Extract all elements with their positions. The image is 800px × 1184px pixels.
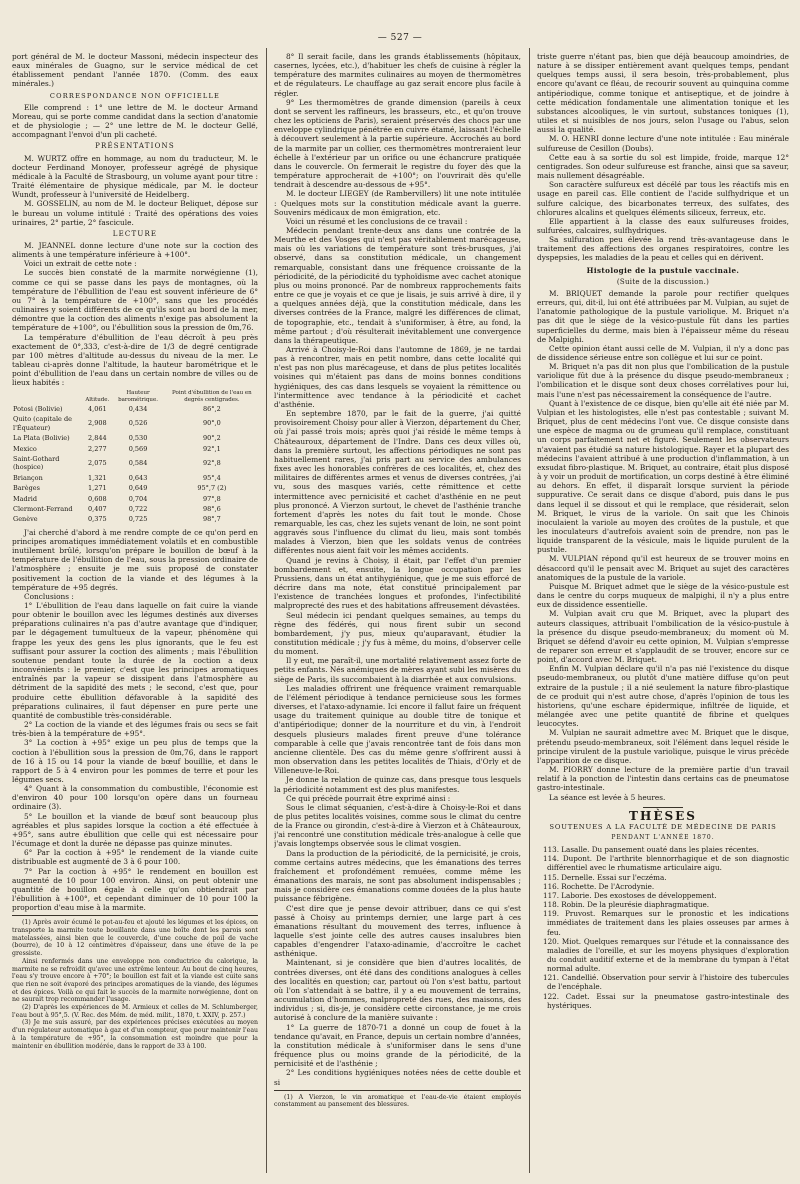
paragraph: Le succès bien constaté de la marmite norwégienne (1), comme ce qui se passe dans les pays de montagnes, où la température de l'ébullition de l'eau est souvent inférieure de 6° ou 7° à la température de +100°, sans que les procédés culinaires y soient différents de ce qu'ils sont au bord de la mer, démontre que la coction des aliments n'exige pas absolument la température de +100°, ou l'ébullition sous la pression de 0m,76. bbox=[12, 268, 258, 333]
barometer-cell: 0,434 bbox=[128, 404, 148, 413]
thesis-item: 119. Pruvost. Remarques sur le pronostic et les indications immédiates de traitement dans les plaies osseuses par armes à feu. bbox=[543, 909, 789, 937]
boiling-point-cell: 95°,7 (2) bbox=[197, 484, 227, 493]
table-row bbox=[12, 504, 258, 514]
paragraph: Voici un résumé et les conclusions de ce travail : bbox=[286, 216, 468, 226]
paragraph: 8° Il serait facile, dans les grands établissements (hôpitaux, casernes, lycées, etc.), d'habituer les chefs de cuisine à régler la température des marmites culinaires au moyen de thermomètres et de régulateurs. Le chauffage au gaz serait encore plus facile à régler. bbox=[274, 52, 521, 98]
place-cell: Briançon bbox=[13, 473, 43, 482]
paragraph: Elle appartient à la classe des eaux sulfureuses froides, sulfurées, calcaires, sulfhydriques. bbox=[537, 216, 789, 235]
paragraph: 6° Par la coction à +95° le rendement de la viande cuite distribuable est augmenté de 3 à 6 pour 100. bbox=[12, 848, 258, 867]
altitude-cell: 2,277 bbox=[88, 444, 107, 453]
paragraph: Son caractère sulfureux est décélé par tous les réactifs mis en usage en pareil cas. Elle contient de l'acide sulfhydrique et un sulfure calcique, des bicarbonates terreux, des sulfates, des chlorures alcalins et quelques éléments siliceux, ferreux, etc. bbox=[537, 180, 789, 217]
barometer-cell: 0,649 bbox=[128, 484, 148, 493]
table-header: Hauteur barométrique. bbox=[118, 390, 158, 403]
place-cell: Potosi (Bolivie) bbox=[13, 404, 63, 413]
place-cell: La Plata (Bolivie) bbox=[13, 434, 70, 443]
footnote-divider bbox=[274, 1090, 521, 1091]
paragraph: Sa sulfuration peu élevée la rend très-avantageuse dans le traitement des affections des organes respiratoires, contre les dyspepsies, les maladies de la peau et celles qui en dérivent. bbox=[537, 235, 789, 263]
theses-year: PENDANT L'ANNÉE 1870. bbox=[611, 833, 715, 841]
paragraph: 2° Les conditions hygiéniques notées nées de cette double et si bbox=[274, 1068, 521, 1087]
footnotes bbox=[12, 919, 258, 1050]
paragraph: Les maladies offrirent une fréquence vraiment remarquable de l'élément périodique à tendance pernicieuse sous les formes diverses, et l'ataxo-adynamie. Ici encore il fallut faire un fréquent usage du traitement quinique au double titre de tonique et d'antipériodique; donner de la nourriture et du vin, à l'endroit desquels plusieurs malades firent preuve d'une tolérance comparable à celle que j'avais rencontrée tant de fois dans mon ancienne clientèle. Des cas du même genre s'offrirent aussi à mon observation dans les petites localités de Thiais, d'Orly et de Villeneuve-le-Roi. bbox=[274, 683, 521, 776]
section-subheading: (Suite de la discussion.) bbox=[616, 277, 710, 286]
column-2-text bbox=[274, 52, 521, 1087]
paragraph: M. JEANNEL donne lecture d'une note sur la coction des aliments à une température inférieure à +100°. bbox=[12, 240, 258, 260]
paragraph: Cette opinion étant aussi celle de M. Vulpian, il n'y a donc pas de dissidence sérieuse entre son collègue et lui sur ce point. bbox=[537, 343, 789, 362]
table-row bbox=[12, 433, 258, 443]
place-cell: Barèges bbox=[13, 484, 40, 493]
thesis-item: 116. Rochette. De l'Acrodynie. bbox=[543, 881, 655, 891]
place-cell: Genève bbox=[13, 515, 38, 524]
altitude-cell: 2,075 bbox=[88, 459, 107, 468]
column-2 bbox=[274, 52, 521, 1170]
thesis-item: 121. Candellié. Observation pour servir à l'histoire des tubercules de l'encéphale. bbox=[543, 973, 789, 992]
column-divider bbox=[529, 48, 530, 1173]
table-row bbox=[12, 473, 258, 483]
paragraph: M. le docteur LIEGEY (de Rambervillers) lit une note intitulée : Quelques mots sur la constitution médicale avant la guerre. Souvenirs médicaux de mon émigration, etc. bbox=[274, 189, 521, 217]
thesis-item: 117. Laborie. Des exostoses de développement. bbox=[543, 890, 717, 900]
thesis-item: 120. Miot. Quelques remarques sur l'étude et la connaissance des maladies de l'oreille, et sur les moyens physiques d'exploration du conduit auditif externe et de la membrane du tympan à l'état normal adulte. bbox=[543, 936, 789, 974]
paragraph: Quant à l'existence de ce disque, bien qu'elle ait été niée par M. Vulpian et les histologistes, elle n'est pas contestable ; suivant M. Briquet, plus de cent médecins l'ont vue. Ce disque consiste dans une espèce de magma ou de grumeau qu'il remplace, constituant un corps parfaitement net et figuré. Seulement les observateurs n'avaient pas étudié sa nature histologique. Rayer et la plupart des médecins l'avaient attribué à une production d'inflammation, à un exsudat fibro-plastique. M. Briquet, au contraire, était plus disposé à y voir un produit de mortification, un corps destiné à être éliminé au dehors. En effet, il disparaît lorsque survient la période suppurative. Ce serait dans ce disque d'abord, puis dans le pus dans lequel il se dissout et qui le remplace, que résiderait, selon M. Briquet, le virus de la variole. On sait que les Chinois inoculaient la variole au moyen des croûtes de la pustule, et que les inoculateurs d'autrefois avaient soin de prendre, non pas le liquide transparent de la vésicule, mais le liquide purulent de la pustule. bbox=[537, 398, 789, 555]
thesis-item: 113. Lasalle. Du pansement ouaté dans les plaies récentes. bbox=[543, 845, 759, 855]
table-header bbox=[12, 389, 84, 403]
barometer-cell: 0,530 bbox=[128, 434, 148, 443]
table-header: Altitude. bbox=[85, 396, 110, 403]
barometer-cell: 0,704 bbox=[128, 494, 148, 503]
place-cell: Clermont-Ferrand bbox=[13, 504, 73, 513]
barometer-cell: 0,643 bbox=[128, 473, 148, 482]
paragraph: Quand je revins à Choisy, il était, par l'effet d'un premier bombardement et, ensuite, la longue occupation par les Prussiens, dans un état antihygiénique, que je me suis efforcé de décrire dans ma note, état constitué principalement par l'existence de tranchées longues et profondes, l'infectibilité malproprecté des rues et des habitations affreusement dévastées. bbox=[274, 555, 521, 611]
barometer-cell: 0,722 bbox=[128, 504, 148, 513]
section-heading: Histologie de la pustule vaccinale. bbox=[586, 265, 740, 275]
column-1 bbox=[12, 52, 258, 1170]
paragraph: 7° Par la coction à +95° le rendement en bouillon est augmenté de 10 pour 100 environ. Ainsi, on peut obtenir une quantité de bouillon égale à celle qu'on obtiendrait par l'ébullition à +100°, et cependant diminuer de 10 pour 100 la proportion d'eau mise à la marmite. bbox=[12, 866, 258, 913]
paragraph: Cette eau à sa sortie du sol est limpide, froide, marque 12° centigrades. Son odeur sulfureuse est franche, ainsi que sa saveur, mais nullement désagréable. bbox=[537, 152, 789, 181]
paragraph: M. PIORRY donne lecture de la première partie d'un travail relatif à la ponction de l'intestin dans certains cas de pneumatose gastro-intestinale. bbox=[537, 765, 789, 793]
altitude-cell: 1,321 bbox=[88, 473, 107, 482]
paragraph: Arrivé à Choisy-le-Roi dans l'automne de 1869, je ne tardai pas à rencontrer, mais en petit nombre, dans cette localité qui n'est pas non plus marécageuse, et dans de plus petites localités voisines qui m'étaient pas dans de moins bonnes conditions hygiéniques, des cas dans lesquels se voyaient la rémittence ou l'intermittence avec tendance à la périodicité et cachet d'asthénie. bbox=[274, 345, 521, 409]
paragraph: 9° Les thermomètres de grande dimension (pareils à ceux dont se servent les raffineurs, les brasseurs, etc., et qu'on trouve chez les opticiens de Paris), seraient préservés des chocs par une enveloppe cylindrique pénétrée en cuivre étamé, laissant l'échelle à découvert seulement à la partie supérieure. Accrochés au bord de la marmite par un collier, ces thermomètres montreraient leur échelle à l'extérieur par un orifice ou une échancrure pratiquée dans le couvercle. On fermerait le registre du foyer dès que la température approcherait de +100°; on l'ouvrirait dès qu'elle tendrait à descendre au-dessous de +95°. bbox=[274, 97, 521, 190]
footnote: (1) A Vierzon, le vin aromatique et l'eau-de-vie étaient employés constamment au pansement des blessures. bbox=[274, 1093, 521, 1109]
paragraph: Je donne la relation de quinze cas, dans presque tous lesquels la périodicité notamment est des plus manifestes. bbox=[274, 775, 521, 794]
boiling-point-cell: 86°,2 bbox=[203, 404, 221, 413]
barometer-cell: 0,725 bbox=[128, 515, 148, 524]
paragraph: Ainsi renfermés dans une enveloppe non conductrice du calorique, la marmite ne se refroidit qu'avec une extrême lenteur. Au bout de cinq heures, l'eau s'y trouve encore à +70°; le bouillon est fait et la viande est cuite sans que rien ne soit évaporé des principes aromatiques de la viande, des légumes et des épices. Voilà ce qui fait le succès de la marmite norwégienne, dont on ne saurait trop recommander l'usage. bbox=[12, 957, 258, 1004]
altitude-cell: 0,407 bbox=[88, 504, 107, 513]
place-cell: Mexico bbox=[13, 444, 37, 453]
theses-list bbox=[537, 845, 789, 1010]
paragraph: triste guerre n'étant pas, bien que déjà beaucoup amoindries, de nature à se dissiper entièrement avant quelques temps, pendant quelques temps aussi, il sera besoin, très-probablement, plus encore qu'avant ce fléau, de recourir souvent au quinquina comme antipériodique, comme tonique et antiseptique, et de joindre à cette médication fondamentale une alimentation tonique et les substances alcooliques, le vin surtout, substances toniques (1), utiles et si nuisibles de nos jours, selon l'usage ou l'abus, selon aussi la qualité. bbox=[537, 52, 789, 135]
paragraph: (3) Je me suis assuré, par des expériences précises exécutées au moyen d'un régulateur automatique à gaz et d'un compteur, que pour maintenir l'eau à la température de +95°, la consommation est moindre que pour la maintenir en ébullition modérée, dans le rapport de 33 à 100. bbox=[12, 1019, 258, 1050]
paragraph: La température d'ébullition de l'eau décroît à peu près exactement de 0°,333, c'est-à-dire de 1/3 de degré centigrade par 100 mètres d'altitude au-dessus du niveau de la mer. Le tableau ci-après donne l'altitude, la hauteur barométrique et le point d'ébullition de l'eau dans un certain nombre de villes ou de lieux habités : bbox=[12, 332, 258, 388]
table-header: Point d'ébullition de l'eau en degrés centigrades. bbox=[172, 390, 252, 403]
page-number: — 527 — bbox=[377, 33, 423, 43]
paragraph: (1) Après avoir écumé le pot-au-feu et ajouté les légumes et les épices, on transporte la marmite toute bouillante dans une boîte dont les parois sont matelassées, ainsi bien que le couvercle, d'une couche de poil de vache (bourre), de 10 à 12 centimètres d'épaisseur, dans une étuve de la pe gressiste. bbox=[12, 919, 258, 958]
barometer-cell: 0,569 bbox=[128, 444, 148, 453]
paragraph: (2) D'après les expériences de M. Armieux et celles de M. Schlumberger, l'eau bout à 95°,5. (V. Rec. des Mém. de méd. milit., 1870, t. XXIV, p. 257.) bbox=[12, 1004, 258, 1019]
theses-title: THÈSES bbox=[629, 808, 697, 823]
barometer-cell: 0,526 bbox=[128, 419, 148, 428]
paragraph: 1° La guerre de 1870-71 a donné un coup de fouet à la tendance qu'avait, en France, depuis un certain nombre d'années, la constitution médicale à s'uniformiser dans le sens d'une fréquence plus ou moins grande de la périodicité, de la pernicisité et de l'asthénie ; bbox=[274, 1022, 521, 1069]
paragraph: Puisque M. Briquet admet que le siège de la vésico-pustule est dans le centre du corps muqueux de malpighi, il n'y a plus entre eux de dissidence essentielle. bbox=[537, 581, 789, 610]
paragraph: M. GOSSELIN, au nom de M. le docteur Beliquet, dépose sur le bureau un volume intitulé : Traité des opérations des voies urinaires, 2° partie, 2° fascicule. bbox=[12, 199, 258, 227]
paragraph: M. Vulpian ne saurait admettre avec M. Briquet que le disque, prétendu pseudo-membraneux, soit l'élément dans lequel réside le principe virulent de la pustule variolique, puisque le virus précède l'apparition de ce disque. bbox=[537, 728, 789, 765]
table-row bbox=[12, 414, 258, 433]
boiling-point-cell: 95°,4 bbox=[203, 473, 221, 482]
thesis-item: 122. Cadet. Essai sur la pneumatose gastro-intestinale des hystériques. bbox=[543, 991, 789, 1010]
paragraph: Médecin pendant trente-deux ans dans une contrée de la Meurthe et des Vosges qui n'est pas véritablement marécageuse, mais où les variations de température sont très-brusques, j'ai observé, dans sa constitution médicale, un changement remarquable, consistant dans une fréquence croissante de la périodicité, de la périodicité du typhoïdisme avec cachet atonique plus ou moins prononcé. Par de nombreux rapprochements faits entre ce que je voyais et ce que je lisais, je suis arrivé à dire, il y a quelques années déjà, que la constitution médicale, dans les diverses contrées de la France, malgré les différences de climat, de topographie, etc., tendait à s'uniformiser, à être, au fond, la même partout ; d'où résulterait inévitablement une convergence dans la thérapeutique. bbox=[274, 225, 521, 345]
paragraph: 5° Le bouillon et la viande de bœuf sont beaucoup plus agréables et plus sapides lorsque la coction a été effectuée à +95°, sans autre ébullition que celle qui est nécessaire pour l'écumage et dont la durée ne dépasse pas quinze minutes. bbox=[12, 811, 258, 849]
paragraph: Sous le climat séquanien, c'est-à-dire à Choisy-le-Roi et dans de plus petites localités voisines, comme sous le climat du centre de la France ou girondin, c'est-à-dire à Vierzon et à Châteauroux, j'ai rencontré une constitution médicale très-analogue à celle que j'avais longtemps observée sous le climat vosgien. bbox=[274, 802, 521, 849]
paragraph: M. Vulpian avait cru que M. Briquet, avec la plupart des auteurs classiques, attribuait l'ombilication de la vésico-pustule à la présence du disque pseudo-membraneux; du moment où M. Briquet se défend d'avoir eu cette opinion, M. Vulpian s'empresse de reparer son erreur et s'applaudit de se trouver, encore sur ce point, d'accord avec M. Briquet. bbox=[537, 609, 789, 665]
altitude-cell: 0,375 bbox=[88, 515, 107, 524]
altitude-cell: 4,061 bbox=[88, 404, 107, 413]
altitude-cell: 2,908 bbox=[88, 419, 107, 428]
thesis-item: 115. Dernelle. Essai sur l'eczéma. bbox=[543, 872, 667, 882]
paragraph: M. BRIQUET demande la parole pour rectifier quelques erreurs, qui, dit-il, lui ont été attribuées par M. Vulpian, au sujet de l'anatomie pathologique de la pustule variolique. M. Briquet n'a pas dit que le siège de la vésico-pustule fût dans les parties superficielles du derme, mais bien à l'épaisseur même du réseau de Malpighi. bbox=[537, 288, 789, 344]
paragraph: La séance est levée à 5 heures. bbox=[549, 792, 666, 802]
conclusions-list bbox=[12, 601, 258, 912]
paragraph: Maintenant, si je considère que bien d'autres localités, de contrées diverses, ont été dans des conditions analogues à celles des localités en question; car, partout où l'on s'est battu, partout où l'on s'attendait à se battre, il y a eu mouvement de terrains, accumulation d'hommes, malpropreté des rues, des maisons, des individus ; si, dis-je, je considère cette circonstance, je me crois autorisé à conclure de la manière suivante : bbox=[274, 958, 521, 1023]
boiling-point-cell: 92°,1 bbox=[203, 444, 221, 453]
boiling-point-cell: 92°,8 bbox=[203, 459, 221, 468]
paragraph: 1° L'ébullition de l'eau dans laquelle on fait cuire la viande pour obtenir le bouillon avec les légumes destinés aux diverses préparations culinaires n'a pas d'autre avantage que d'indiquer, par le dégagement tumultueux de la vapeur, phénomène qui frappe les yeux des gens les plus ignorants, que le feu est suffisant pour assurer la coction des aliments ; mais l'ébullition soutenue pendant toute la durée de la coction a deux inconvénients : le premier, c'est que les principes aromatiques entraînés par la vapeur se dissipent dans l'atmosphère au détriment de la sapidité des mets ; le second, c'est que, pour produire cette ébullition défavorable à la sapidité des préparations culinaires, il faut dépenser en pure perte une quantité de combustible très-considérable. bbox=[12, 601, 258, 720]
paragraph: Dans la production de la périodicité, de la pernicisité, je crois, comme certains autres médecins, que les émanations des terres fraîchement et profondément remuées, comme même les émanations des marais, ne sont pas absolument indispensables ; mais je considère ces émanations comme douées de la plus haute puissance fébrigène. bbox=[274, 848, 521, 904]
place-cell: Saint-Gothard (hospice) bbox=[13, 454, 60, 472]
paragraph: Il y eut, me paraît-il, une mortalité relativement assez forte de petits enfants. Nés anémiques de mères ayant subi les misères du siège de Paris, ils succombaient à la diarrhée et aux convulsions. bbox=[274, 656, 521, 684]
table-row bbox=[12, 404, 258, 414]
paragraph: J'ai cherché d'abord à me rendre compte de ce qu'on perd en principes aromatiques immédiatement volatils et en combustible inutilement brûlé, lorsqu'on prépare le bouillon de bœuf à la température de l'ébullition de l'eau, sous la pression ordinaire de l'atmosphère ; ensuite je me suis proposé de constater positivement la coction de la viande et des légumes à la température de +95 degrés. bbox=[12, 527, 258, 592]
altitude-cell: 2,844 bbox=[88, 434, 107, 443]
paragraph: 3° La coction à +95° exige un peu plus de temps que la coction à l'ébullition sous la pression de 0m,76, dans le rapport de 16 à 15 ou 14 pour la viande de bœuf bouillie, et dans le rapport de 5 à 4 environ pour les pommes de terre et pour les légumes secs. bbox=[12, 738, 258, 784]
table-row bbox=[12, 494, 258, 504]
table-row bbox=[12, 444, 258, 454]
paragraph: M. VULPIAN répond qu'il est heureux de se trouver moins en désaccord qu'il le pensait avec M. Briquet au sujet des caractères anatomiques de la pustule de la variole. bbox=[537, 554, 789, 582]
divider bbox=[643, 807, 683, 808]
table-row bbox=[12, 483, 258, 493]
footnote-divider bbox=[12, 915, 258, 916]
paragraph: M. O. HENRI donne lecture d'une note intitulée : Eau minérale sulfureuse de Cesillon (Doubs). bbox=[537, 134, 789, 153]
table-row bbox=[12, 514, 258, 524]
section-heading: CORRESPONDANCE NON OFFICIELLE bbox=[49, 91, 221, 100]
column-divider bbox=[266, 48, 267, 1173]
altitude-cell: 0,608 bbox=[88, 494, 107, 503]
altitude-table bbox=[12, 389, 258, 524]
boiling-point-cell: 90°,0 bbox=[203, 419, 221, 428]
boiling-point-cell: 97°,8 bbox=[203, 494, 221, 503]
section-heading: PRÉSENTATIONS bbox=[95, 142, 175, 151]
paragraph: Voici un extrait de cette note : bbox=[24, 259, 137, 269]
place-cell: Madrid bbox=[13, 494, 38, 503]
paragraph: C'est dire que je pense devoir attribuer, dans ce qui s'est passé à Choisy au printemps dernier, une large part à ces émanations résultant du mouvement des terres, influence à laquelle s'est jointe celle des autres causes insalubres bien capables d'engendrer l'ataxo-adinamie, d'accroître le cachet asthénique. bbox=[274, 903, 521, 959]
boiling-point-cell: 98°,7 bbox=[203, 515, 221, 524]
paragraph: 4° Quant à la consommation du combustible, l'économie est d'environ 40 pour 100 lorsqu'on opère dans un fourneau ordinaire (3). bbox=[12, 784, 258, 812]
discussion-text bbox=[537, 289, 789, 802]
paragraph: Elle comprend : 1° une lettre de M. le docteur Armand Moreau, qui se porte comme candidat dans la section d'anatomie et de physiologie ; — 2° une lettre de M. le docteur Gellé, accompagnant l'envoi d'un pli cacheté. bbox=[12, 102, 258, 140]
paragraph: 2° La coction de la viande et des légumes frais ou secs se fait très-bien à la température de +95°. bbox=[12, 720, 258, 739]
thesis-item: 118. Robin. De la pleurésie diaphragmatique. bbox=[543, 900, 710, 910]
place-cell: Quito (capitale de l'Équateur) bbox=[13, 415, 72, 432]
paragraph: En septembre 1870, par le fait de la guerre, j'ai quitté provisoirement Choisy pour aller à Vierzon, département du Cher, où j'ai passé trois mois; après quoi j'ai résidé le même temps à Châteauroux, département de l'Indre. Dans ces deux villes où, dans la première surtout, les affections périodiques ne sont pas habituellement rares, j'ai pris part au service des ambulances fixes avec les honorables confrères de ces localités, et, chez des militaires de différentes armes et venus de diverses contrées, j'ai vu, sous des masques variés, cette rémittence et cette intermittence avec pernicisité et cachet d'asthénie en ne peut plus prononcé. A Vierzon surtout, le chevet de l'asthénie tranche fortement d'après les notes du fait tout le monde. Chose remarquable, les cas, chez les sujets venant de loin, ne sont point aggravés sous l'influence du climat du lieu, mais sont tombés malades à Vierzon, bien que les soldats venus de contrées différentes nous aient fait voir les mêmes accidents. bbox=[274, 409, 521, 556]
boiling-point-cell: 98°,6 bbox=[203, 504, 221, 513]
paragraph: Conclusions : bbox=[24, 591, 74, 601]
altitude-cell: 1,271 bbox=[88, 484, 107, 493]
paragraph: Seul médecin ici pendant quelques semaines, au temps du règne des fédérés, qui nous firent subir un second bombardement, j'y pus, mieux qu'auparavant, étudier la constitution médicale ; j'y fus à même, du moins, d'observer celle du moment. bbox=[274, 610, 521, 657]
paragraph: Ce qui précède pourrait être exprimé ainsi : bbox=[286, 793, 451, 803]
boiling-point-cell: 90°,2 bbox=[203, 434, 221, 443]
section-heading: LECTURE bbox=[112, 229, 158, 238]
table-row bbox=[12, 454, 258, 473]
thesis-item: 114. Dupont. De l'arthrite blennorrhagique et de son diagnostic différentiel avec le rhumatisme articulaire aigu. bbox=[543, 854, 789, 873]
paragraph: M. WURTZ offre en hommage, au nom du traducteur, M. le docteur Ferdinand Monoyer, professeur agrégé de physique médicale à la Faculté de Strasbourg, un volume ayant pour titre : Traité élémentaire de physique médicale, par M. le docteur Wundt, professeur à l'université de Heidelberg. bbox=[12, 153, 258, 200]
column-3 bbox=[537, 52, 789, 1170]
paragraph: port général de M. le docteur Massoni, médecin inspecteur des eaux minérales de Guagno, sur le service médical de cet établissement pendant l'année 1870. (Comm. des eaux minérales.) bbox=[12, 52, 258, 89]
paragraph: M. Briquet n'a pas dit non plus que l'ombilication de la pustule variolique fût due à la présence du disque pseudo-membraneux ; l'ombilication et le disque sont deux choses corrélatives pour lui, mais l'une n'est pas nécessairement la conséquence de l'autre. bbox=[537, 362, 789, 399]
theses-subtitle: SOUTENUES A LA FACULTÉ DE MÉDECINE DE PARIS bbox=[549, 822, 777, 831]
barometer-cell: 0,584 bbox=[128, 459, 148, 468]
paragraph: Enfin M. Vulpian déclare qu'il n'a pas nié l'existence du disque pseudo-membraneux, ou plutôt d'une matière diffuse qu'on peut extraire de la pustule ; il a nié seulement la nature fibro-plastique de ce produit qui n'est autre chose, d'après l'opinion de tous les historiens, qu'une eschare épidermique, infiltrée de liquide, et mélangée avec une petite quantité de fibrine et quelques leucocytes. bbox=[537, 664, 789, 729]
